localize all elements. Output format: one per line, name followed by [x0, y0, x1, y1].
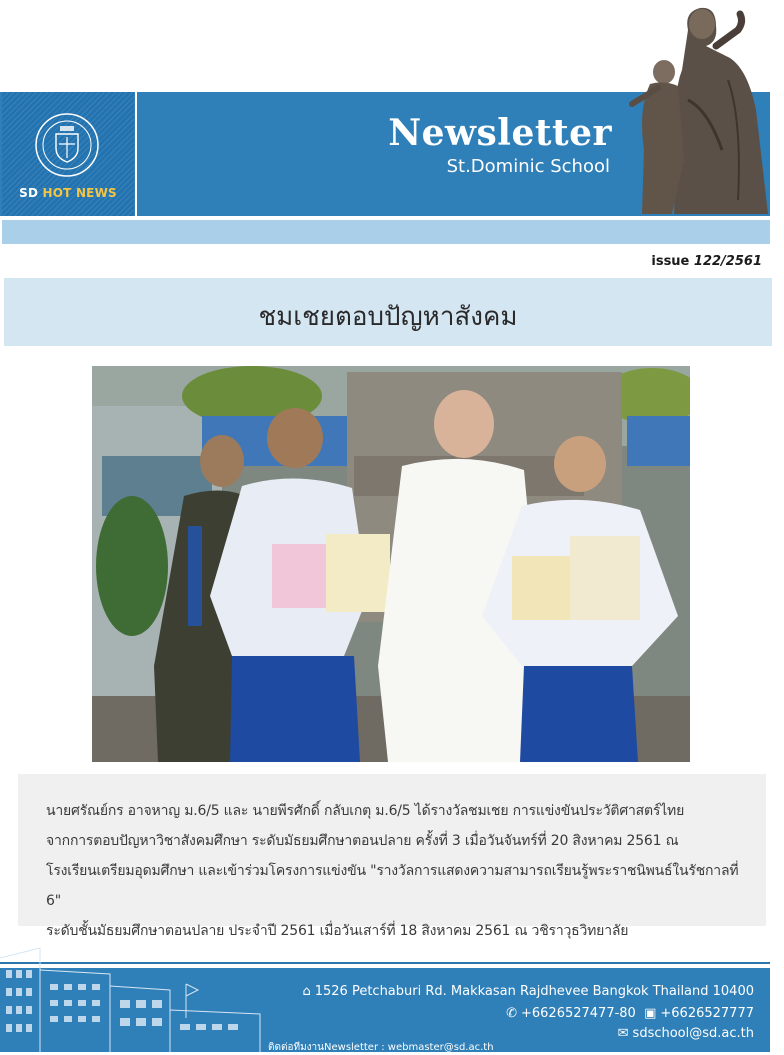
issue-number	[560, 254, 762, 269]
award-ceremony-photo	[92, 366, 690, 762]
badge-prefix: SD	[19, 186, 39, 200]
article-body	[46, 796, 754, 946]
article-line: นายศรัณย์กร อาจหาญ ม.6/5 และ นายพีรศักดิ์ กลับเกตุ ม.6/5 ได้รางวัลชมเชย การแข่งขันประวัติศาสตร์ไทย	[46, 803, 685, 819]
fax-text: +6626527777	[660, 1006, 754, 1021]
article-line: โรงเรียนเตรียมอุดมศึกษา และเข้าร่วมโครงการแข่งขัน "รางวัลการแสดงความสามารถเรียนรู้พระราชนิพนธ์ในรัชกาลที่ 6"	[46, 863, 739, 909]
phone-icon: ✆	[506, 1006, 517, 1021]
phone-text: +6626527477-80	[520, 1006, 636, 1021]
email-icon: ✉	[617, 1026, 629, 1041]
footer-address	[302, 984, 754, 999]
email-link[interactable]: sdschool@sd.ac.th	[632, 1026, 754, 1041]
article-line: จากการตอบปัญหาวิชาสังคมศึกษา ระดับมัธยมศึกษาตอนปลาย ครั้งที่ 3 เมื่อวันจันทร์ที่ 20 สิงหาคม 2561 ณ	[46, 833, 679, 849]
header-divider	[135, 92, 137, 216]
newsletter-subtitle: St.Dominic School	[446, 156, 610, 177]
footer-contact[interactable]: ติดต่อทีมงานNewsletter : webmaster@sd.ac.th	[268, 1042, 494, 1053]
school-building-image	[0, 940, 300, 1052]
issue-value: 122/2561	[693, 254, 762, 269]
footer-phone	[506, 1006, 754, 1021]
hot-news-badge	[2, 186, 134, 200]
article-title: ชมเชยตอบปัญหาสังคม	[258, 302, 518, 332]
home-icon: ⌂	[302, 984, 311, 999]
address-text: 1526 Petchaburi Rd. Makkasan Rajdhevee Bangkok Thailand 10400	[314, 984, 754, 999]
article-line: ระดับชั้นมัธยมศึกษาตอนปลาย ประจำปี 2561 เมื่อวันเสาร์ที่ 18 สิงหาคม 2561 ณ วชิราวุธวิทยาลัย	[46, 923, 629, 939]
statue-image	[618, 0, 784, 220]
header-strip	[2, 220, 770, 244]
issue-label: issue	[651, 254, 690, 269]
newsletter-title: Newsletter	[388, 112, 612, 154]
school-seal-icon	[34, 112, 100, 178]
footer-email	[618, 1026, 754, 1041]
fax-icon: ▣	[644, 1006, 657, 1021]
badge-hot-label: HOT NEWS	[42, 186, 117, 200]
